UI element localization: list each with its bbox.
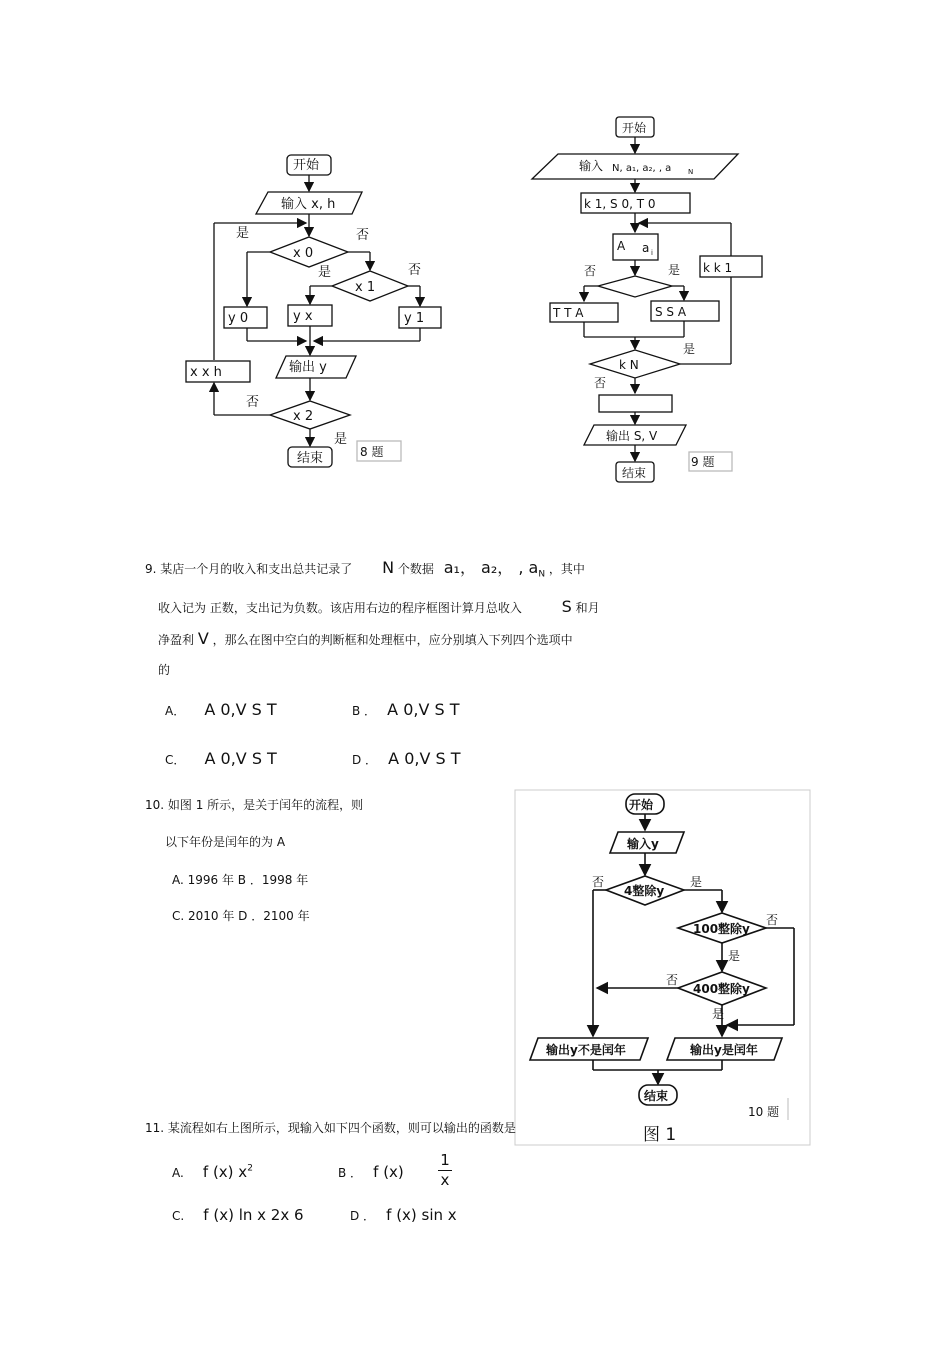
fig10-yes2: 是 bbox=[728, 949, 741, 963]
q11-option-c-label: C. bbox=[172, 1209, 185, 1223]
q11-option-d-text: f (x) sin x bbox=[386, 1206, 457, 1224]
fig8-box-y1: y 1 bbox=[404, 311, 425, 326]
q10-option-ab[interactable]: A. 1996 年 B ．1998 年 bbox=[172, 873, 309, 887]
fig9-input-sub: N bbox=[688, 168, 694, 176]
q11-option-a-label: A. bbox=[172, 1166, 184, 1180]
fig8-cond1: x 0 bbox=[293, 246, 314, 261]
fig8-yes1: 是 bbox=[236, 226, 250, 241]
q11-option-b[interactable] bbox=[338, 1162, 404, 1181]
fig9-yes1: 是 bbox=[668, 263, 681, 277]
fig8-start: 开始 bbox=[293, 158, 320, 173]
fig8-caption: 8 题 bbox=[360, 445, 384, 459]
q9-line1-vars: a₁， a₂， , a bbox=[443, 558, 539, 577]
fig10-no3: 否 bbox=[666, 973, 679, 987]
q9-line1-c: ，其中 bbox=[548, 562, 585, 576]
fig9-start: 开始 bbox=[622, 121, 647, 135]
fig8-yes3: 是 bbox=[334, 432, 348, 447]
fig8-no1: 否 bbox=[356, 228, 370, 243]
q9-line3-b: ，那么在图中空白的判断框和处理框中，应分别填入下列四个选项中 bbox=[212, 633, 573, 647]
q9-option-c-text: A 0,V S T bbox=[204, 749, 277, 768]
fig10-cond2: 100整除y bbox=[693, 922, 750, 936]
q11-option-b-label: B ． bbox=[338, 1166, 363, 1180]
fig9-assign-ai: a bbox=[642, 241, 650, 255]
q11-option-a[interactable] bbox=[172, 1162, 253, 1181]
q9-line3-V: V bbox=[197, 629, 209, 648]
fig9-yes2: 是 bbox=[683, 342, 696, 356]
fig8-box-y0: y 0 bbox=[228, 311, 249, 326]
q9-option-c-label: C． bbox=[165, 753, 186, 767]
q9-option-d-label: D ． bbox=[352, 753, 378, 767]
fig10-no1: 否 bbox=[592, 875, 605, 889]
fig10-end: 结束 bbox=[644, 1089, 669, 1103]
fig10-yes3: 是 bbox=[712, 1007, 725, 1021]
fig8-box-xxh: x x h bbox=[190, 365, 222, 380]
fig8-yes2: 是 bbox=[318, 265, 332, 280]
q11-option-b-denominator: x bbox=[438, 1170, 452, 1190]
fig10-yes1: 是 bbox=[690, 875, 703, 889]
fig8-output: 输出 y bbox=[289, 360, 327, 375]
fig9-no1: 否 bbox=[584, 264, 597, 278]
q9-option-a-label: A． bbox=[165, 704, 186, 718]
q11-option-a-text: f (x) x bbox=[202, 1163, 248, 1181]
q9-line3-a: 净盈利 bbox=[158, 633, 195, 647]
q9-line1-N: N bbox=[382, 558, 395, 577]
q11-option-d-label: D ． bbox=[350, 1209, 376, 1223]
q11-option-d[interactable] bbox=[350, 1205, 457, 1224]
fig9-assign-ai-sub: i bbox=[651, 249, 653, 257]
q11-option-a-sup: 2 bbox=[247, 1163, 253, 1174]
q9-line1-a: 9. 某店一个月的收入和支出总共记录了 bbox=[145, 562, 353, 576]
fig9-assign-A: A bbox=[617, 239, 626, 253]
fig9-end: 结束 bbox=[622, 466, 647, 480]
fig10-input: 输入y bbox=[627, 837, 659, 851]
fig8-cond2: x 1 bbox=[355, 280, 376, 295]
q11-option-c[interactable] bbox=[172, 1205, 304, 1224]
fig10-caption: 10 题 bbox=[748, 1105, 780, 1119]
q11-option-b-numerator: 1 bbox=[440, 1151, 450, 1169]
q11-line1: 11. 某流程如右上图所示，现输入如下四个函数，则可以输出的函数是 bbox=[145, 1121, 516, 1135]
fig10-out-no: 输出y不是闰年 bbox=[546, 1043, 626, 1057]
fig8-box-yx: y x bbox=[293, 309, 313, 324]
q11-option-b-text: f (x) bbox=[373, 1163, 404, 1181]
fig8-end: 结束 bbox=[297, 451, 324, 466]
q10-line2: 以下年份是闰年的为 A bbox=[165, 835, 286, 849]
q9-option-b-text: A 0,V S T bbox=[387, 700, 460, 719]
q11-option-c-text: f (x) ln x 2x 6 bbox=[203, 1206, 304, 1224]
fig9-init: k 1, S 0, T 0 bbox=[584, 197, 656, 211]
q9-line1-sub: N bbox=[538, 569, 546, 580]
fig9-box-k: k k 1 bbox=[703, 261, 733, 275]
q9-line2-S: S bbox=[561, 597, 572, 616]
fig9-caption: 9 题 bbox=[691, 455, 715, 469]
q9-option-d-text: A 0,V S T bbox=[388, 749, 461, 768]
fig9-box-S: S S A bbox=[655, 305, 687, 319]
fig10-cond3: 400整除y bbox=[693, 982, 750, 996]
fig10-cond1: 4整除y bbox=[624, 884, 665, 898]
fig10-out-yes: 输出y是闰年 bbox=[690, 1043, 758, 1057]
q11-option-b-fraction bbox=[438, 1151, 452, 1190]
fig9-no2: 否 bbox=[594, 376, 607, 390]
fig10-figlabel: 图 1 bbox=[643, 1125, 677, 1145]
fig9-cond: k N bbox=[619, 358, 639, 372]
fig8-no2: 否 bbox=[408, 263, 422, 278]
fig9-input-vars: N, a₁, a₂, , a bbox=[612, 163, 672, 174]
fig9-input-prefix: 输入 bbox=[579, 159, 604, 173]
fig8-input: 输入 x, h bbox=[281, 197, 336, 212]
q9-line4: 的 bbox=[158, 663, 171, 677]
q9-line1-b: 个数据 bbox=[397, 562, 434, 576]
q9-option-b-label: B ． bbox=[352, 704, 377, 718]
fig10-start: 开始 bbox=[629, 798, 654, 812]
q10-line1: 10. 如图 1 所示，是关于闰年的流程，则 bbox=[145, 798, 364, 812]
fig8-cond3: x 2 bbox=[293, 409, 314, 424]
fig9-output: 输出 S, V bbox=[606, 429, 658, 443]
fig9-box-T: T T A bbox=[553, 306, 584, 320]
fig8-no3: 否 bbox=[246, 395, 260, 410]
q10-option-cd[interactable]: C. 2010 年 D ．2100 年 bbox=[172, 909, 310, 923]
fig10-no2: 否 bbox=[766, 913, 779, 927]
q9-line2-a: 收入记为 正数，支出记为负数。该店用右边的程序框图计算月总收入 bbox=[158, 601, 522, 615]
q9-option-a-text: A 0,V S T bbox=[204, 700, 277, 719]
q9-line2-b: 和月 bbox=[575, 601, 600, 615]
